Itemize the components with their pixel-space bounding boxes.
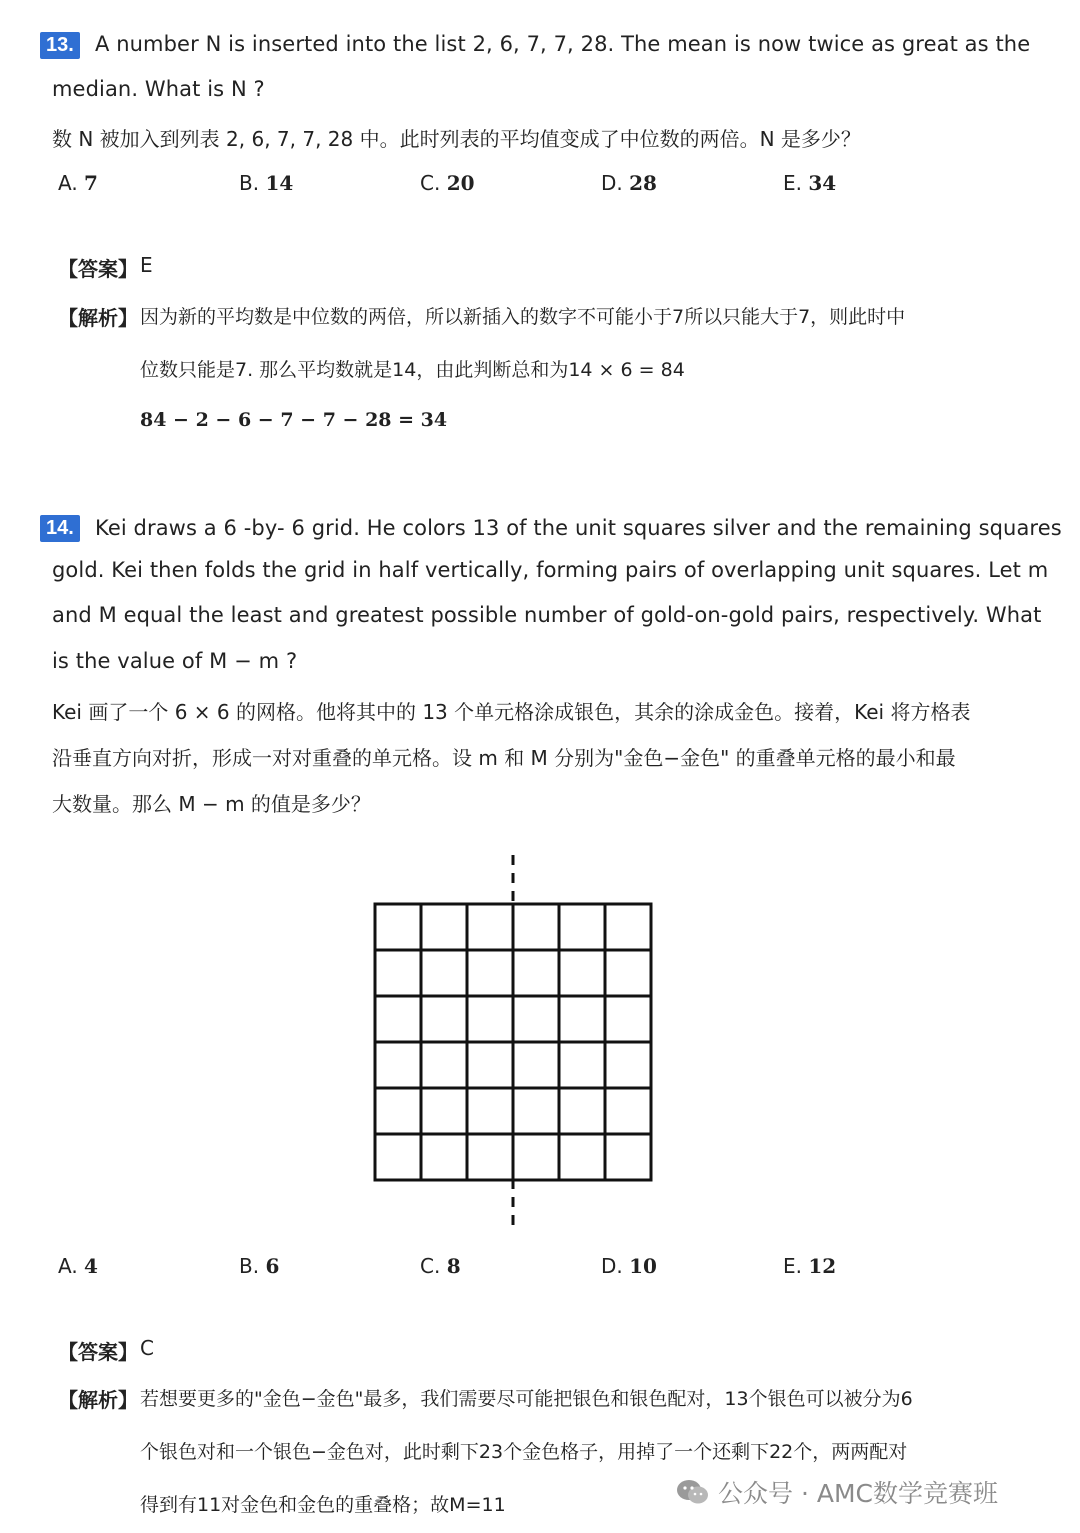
grid-cell [421,904,467,950]
q14-text-zh-line1: Kei 画了一个 6 × 6 的网格。他将其中的 13 个单元格涂成银色，其余的涂成金色。接着，Kei 将方格表 [52,700,971,724]
grid-cell [513,904,559,950]
q13-choice-b: B. 14 [239,171,294,195]
q13-choice-e: E. 34 [783,171,837,195]
q13-analysis-line1: 因为新的平均数是中位数的两倍，所以新插入的数字不可能小于7所以只能大于7，则此时中 [140,306,906,328]
grid-cell [467,1042,513,1088]
q14-choice-b: B. 6 [239,1254,280,1278]
grid-cell [605,1042,651,1088]
grid-cell [375,1042,421,1088]
q13-analysis-line2: 位数只能是7. 那么平均数就是14，由此判断总和为14 × 6 = 84 [140,359,685,381]
q13-answer-label: 【答案】 [58,257,138,281]
q13-text-en-line1: A number N is inserted into the list 2, 6, 7, 7, 28. The mean is now twice as great as the [95,32,1031,56]
q14-text-en-line3: and M equal the least and greatest possible number of gold-on-gold pairs, respectively. What [52,603,1042,627]
grid-cell [421,1134,467,1180]
grid-cell [605,904,651,950]
q14-analysis-line2: 个银色对和一个银色−金色对，此时剩下23个金色格子，用掉了一个还剩下22个，两两配对 [140,1441,908,1463]
grid-cell [605,1134,651,1180]
watermark [676,1474,998,1510]
grid-cell [421,1088,467,1134]
q14-text-en-line4: is the value of M − m ? [52,649,298,673]
q13-analysis-line3: 84 − 2 − 6 − 7 − 7 − 28 = 34 [140,409,448,431]
grid-cell [605,950,651,996]
grid-cell [467,1134,513,1180]
q14-choice-e: E. 12 [783,1254,837,1278]
grid-cell [605,996,651,1042]
grid-cell [375,904,421,950]
q13-choice-d: D. 28 [601,171,657,195]
grid-cell [375,950,421,996]
grid-cell [513,996,559,1042]
grid-cell [559,1088,605,1134]
q13-text-en-line2: median. What is N ? [52,77,265,101]
q13-choice-a: A. 7 [58,171,98,195]
q14-text-zh-line3: 大数量。那么 M − m 的值是多少？ [52,792,371,816]
grid-cell [467,904,513,950]
grid-cell [513,1088,559,1134]
q14-answer: C [140,1336,154,1360]
grid-cell [467,996,513,1042]
question-14-number: 14. [40,515,80,542]
grid-cell [513,1134,559,1180]
grid-cell [375,1088,421,1134]
grid-cell [467,1088,513,1134]
q14-analysis-line1: 若想要更多的"金色−金色"最多，我们需要尽可能把银色和银色配对，13个银色可以被分为6 [140,1388,913,1410]
q14-analysis-line3: 得到有11对金色和金色的重叠格；故M=11 [140,1494,506,1516]
grid-cell [559,904,605,950]
grid-cell [559,996,605,1042]
wechat-icon [676,1478,710,1506]
q13-answer: E [140,253,153,277]
q14-answer-label: 【答案】 [58,1340,138,1364]
grid-cell [513,1042,559,1088]
grid-cell [513,950,559,996]
q14-choice-d: D. 10 [601,1254,657,1278]
grid-cell [421,1042,467,1088]
grid-cell [421,996,467,1042]
q14-choice-a: A. 4 [58,1254,98,1278]
q13-analysis-label: 【解析】 [58,306,138,330]
grid-cell [559,1134,605,1180]
q14-text-en-line2: gold. Kei then folds the grid in half vertically, forming pairs of overlapping unit squares. Let m [52,558,1049,582]
grid-cell [467,950,513,996]
grid-cell [375,996,421,1042]
q14-text-en-line1: Kei draws a 6 -by- 6 grid. He colors 13 of the unit squares silver and the remaining squares [95,516,1062,540]
grid-cell [559,1042,605,1088]
q13-choice-c: C. 20 [420,171,475,195]
grid-cell [421,950,467,996]
q14-choice-c: C. 8 [420,1254,461,1278]
q14-analysis-label: 【解析】 [58,1388,138,1412]
grid-cell [375,1134,421,1180]
question-13-number: 13. [40,32,80,59]
grid-cell [605,1088,651,1134]
q13-text-zh: 数 N 被加入到列表 2, 6, 7, 7, 28 中。此时列表的平均值变成了中位数的两倍。N 是多少？ [52,127,861,151]
watermark-text: 公众号 · AMC数学竞赛班 [718,1479,998,1508]
grid-cell [559,950,605,996]
q14-text-zh-line2: 沿垂直方向对折，形成一对对重叠的单元格。设 m 和 M 分别为"金色−金色" 的重叠单元格的最小和最 [52,746,956,770]
